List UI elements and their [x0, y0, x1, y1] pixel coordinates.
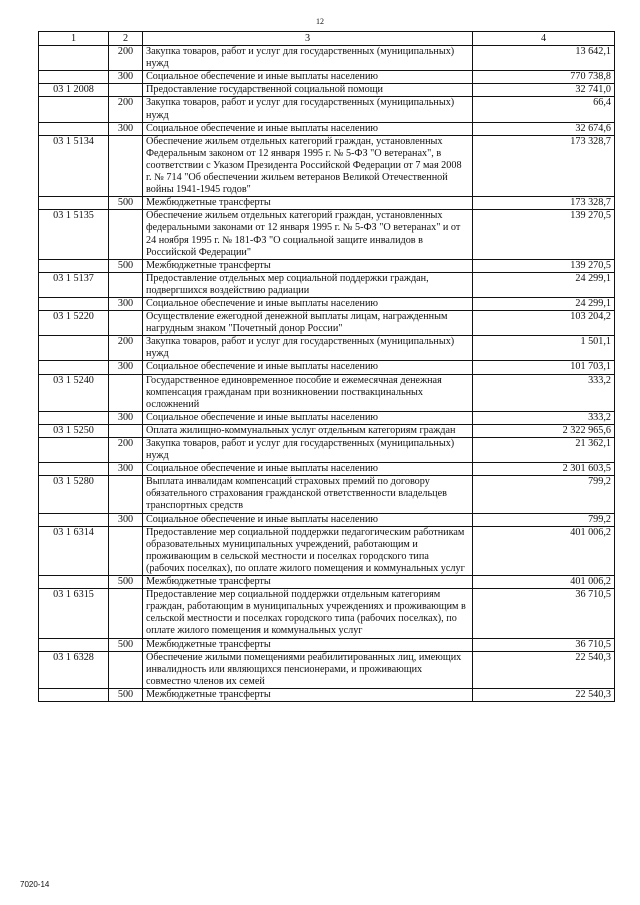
item-name-cell: Межбюджетные трансферты	[143, 197, 473, 210]
amount-cell: 173 328,7	[473, 135, 615, 196]
item-name-cell: Обеспечение жилыми помещениями реабилитированных лиц, имеющих инвалидность или являющихся пенсионерами, и проживающих совместно членов их семей	[143, 651, 473, 688]
item-name-cell: Оплата жилищно-коммунальных услуг отдельным категориям граждан	[143, 424, 473, 437]
expense-type-cell	[109, 210, 143, 259]
item-name-cell: Выплата инвалидам компенсаций страховых премий по договору обязательного страхования гражданской ответственности владельцев транспортных средств	[143, 476, 473, 513]
footer-code: 7020-14	[20, 880, 50, 889]
code-cell	[39, 463, 109, 476]
item-name-cell: Межбюджетные трансферты	[143, 638, 473, 651]
item-name-cell: Обеспечение жильем отдельных категорий граждан, установленных Федеральным законом от 12 января 1995 г. № 5-ФЗ "О ветеранах", в соответствии с Указом Президента Российской Федерации от 7 мая 2008 г. № 714 "Об обеспечении жильем ветеранов Великой Отечественной войны 1941-1945 годов"	[143, 135, 473, 196]
code-cell	[39, 438, 109, 463]
amount-cell: 13 642,1	[473, 46, 615, 71]
expense-type-cell: 300	[109, 463, 143, 476]
table-row	[39, 46, 615, 71]
expense-type-cell: 500	[109, 259, 143, 272]
code-cell: 03 1 5280	[39, 476, 109, 513]
item-name-cell: Межбюджетные трансферты	[143, 688, 473, 701]
table-row	[39, 336, 615, 361]
expense-type-cell: 200	[109, 97, 143, 122]
amount-cell: 103 204,2	[473, 311, 615, 336]
amount-cell: 770 738,8	[473, 71, 615, 84]
code-cell: 03 1 6328	[39, 651, 109, 688]
table-row	[39, 526, 615, 575]
amount-cell: 333,2	[473, 411, 615, 424]
code-cell	[39, 411, 109, 424]
expense-type-cell: 200	[109, 46, 143, 71]
table-row	[39, 513, 615, 526]
item-name-cell: Предоставление мер социальной поддержки педагогическим работникам образовательных муниципальных учреждений, работающим и проживающим в сельской местности и поселках городского типа (рабочих поселках), по оплате жилого помещения и коммунальных услуг	[143, 526, 473, 575]
table-row	[39, 259, 615, 272]
table-row	[39, 651, 615, 688]
item-name-cell: Межбюджетные трансферты	[143, 259, 473, 272]
header-row	[39, 32, 615, 46]
expense-type-cell: 300	[109, 297, 143, 310]
code-cell	[39, 71, 109, 84]
amount-cell: 799,2	[473, 513, 615, 526]
code-cell: 03 1 6314	[39, 526, 109, 575]
amount-cell: 66,4	[473, 97, 615, 122]
amount-cell: 401 006,2	[473, 576, 615, 589]
item-name-cell: Социальное обеспечение и иные выплаты населению	[143, 122, 473, 135]
expense-type-cell	[109, 476, 143, 513]
code-cell: 03 1 5250	[39, 424, 109, 437]
amount-cell: 333,2	[473, 374, 615, 411]
expense-type-cell: 300	[109, 361, 143, 374]
table-row	[39, 374, 615, 411]
amount-cell: 2 301 603,5	[473, 463, 615, 476]
code-cell	[39, 297, 109, 310]
item-name-cell: Осуществление ежегодной денежной выплаты лицам, награжденным нагрудным знаком "Почетный донор России"	[143, 311, 473, 336]
code-cell: 03 1 5134	[39, 135, 109, 196]
table-row	[39, 97, 615, 122]
table-row	[39, 361, 615, 374]
expense-type-cell: 500	[109, 638, 143, 651]
table-row	[39, 576, 615, 589]
expense-type-cell: 300	[109, 513, 143, 526]
expense-type-cell	[109, 589, 143, 638]
amount-cell: 799,2	[473, 476, 615, 513]
table-row	[39, 272, 615, 297]
table-row	[39, 297, 615, 310]
code-cell: 03 1 5137	[39, 272, 109, 297]
expense-type-cell: 300	[109, 411, 143, 424]
code-cell	[39, 122, 109, 135]
expense-type-cell: 500	[109, 197, 143, 210]
page-number: 12	[316, 17, 324, 26]
code-cell	[39, 361, 109, 374]
column-header: 2	[109, 32, 143, 46]
code-cell	[39, 259, 109, 272]
expense-type-cell	[109, 311, 143, 336]
item-name-cell: Социальное обеспечение и иные выплаты населению	[143, 71, 473, 84]
item-name-cell: Государственное единовременное пособие и ежемесячная денежная компенсация гражданам при возникновении поствакцинальных осложнений	[143, 374, 473, 411]
amount-cell: 139 270,5	[473, 210, 615, 259]
expense-type-cell	[109, 374, 143, 411]
column-header: 4	[473, 32, 615, 46]
table-row	[39, 638, 615, 651]
item-name-cell: Межбюджетные трансферты	[143, 576, 473, 589]
table-row	[39, 122, 615, 135]
table-row	[39, 476, 615, 513]
table-row	[39, 688, 615, 701]
budget-table	[38, 31, 615, 702]
item-name-cell: Предоставление мер социальной поддержки отдельным категориям граждан, работающим в муниципальных учреждениях и проживающим в сельской местности и поселках городского типа (рабочих поселках), по оплате жилого помещения и коммунальных услуг	[143, 589, 473, 638]
table-row	[39, 84, 615, 97]
amount-cell: 24 299,1	[473, 272, 615, 297]
expense-type-cell: 300	[109, 122, 143, 135]
code-cell: 03 1 6315	[39, 589, 109, 638]
item-name-cell: Закупка товаров, работ и услуг для государственных (муниципальных) нужд	[143, 336, 473, 361]
table-row	[39, 411, 615, 424]
expense-type-cell: 500	[109, 576, 143, 589]
expense-type-cell: 500	[109, 688, 143, 701]
amount-cell: 22 540,3	[473, 651, 615, 688]
item-name-cell: Обеспечение жильем отдельных категорий граждан, установленных федеральными законами от 12 января 1995 г. № 5-ФЗ "О ветеранах" и от 24 ноября 1995 г. № 181-ФЗ "О социальной защите инвалидов в Российской Федерации"	[143, 210, 473, 259]
item-name-cell: Закупка товаров, работ и услуг для государственных (муниципальных) нужд	[143, 97, 473, 122]
code-cell	[39, 197, 109, 210]
table-row	[39, 463, 615, 476]
expense-type-cell: 300	[109, 71, 143, 84]
amount-cell: 32 741,0	[473, 84, 615, 97]
item-name-cell: Социальное обеспечение и иные выплаты населению	[143, 513, 473, 526]
code-cell: 03 1 5240	[39, 374, 109, 411]
amount-cell: 173 328,7	[473, 197, 615, 210]
code-cell	[39, 513, 109, 526]
amount-cell: 21 362,1	[473, 438, 615, 463]
code-cell	[39, 46, 109, 71]
expense-type-cell	[109, 651, 143, 688]
item-name-cell: Закупка товаров, работ и услуг для государственных (муниципальных) нужд	[143, 438, 473, 463]
code-cell: 03 1 5135	[39, 210, 109, 259]
table-row	[39, 210, 615, 259]
amount-cell: 36 710,5	[473, 589, 615, 638]
amount-cell: 139 270,5	[473, 259, 615, 272]
expense-type-cell	[109, 272, 143, 297]
amount-cell: 2 322 965,6	[473, 424, 615, 437]
item-name-cell: Социальное обеспечение и иные выплаты населению	[143, 411, 473, 424]
code-cell	[39, 97, 109, 122]
code-cell	[39, 576, 109, 589]
table-row	[39, 311, 615, 336]
item-name-cell: Социальное обеспечение и иные выплаты населению	[143, 463, 473, 476]
expense-type-cell	[109, 526, 143, 575]
amount-cell: 22 540,3	[473, 688, 615, 701]
amount-cell: 101 703,1	[473, 361, 615, 374]
table-row	[39, 197, 615, 210]
column-header: 1	[39, 32, 109, 46]
amount-cell: 401 006,2	[473, 526, 615, 575]
item-name-cell: Закупка товаров, работ и услуг для государственных (муниципальных) нужд	[143, 46, 473, 71]
code-cell: 03 1 2008	[39, 84, 109, 97]
code-cell	[39, 688, 109, 701]
code-cell	[39, 336, 109, 361]
table-row	[39, 424, 615, 437]
item-name-cell: Предоставление государственной социальной помощи	[143, 84, 473, 97]
expense-type-cell	[109, 84, 143, 97]
item-name-cell: Предоставление отдельных мер социальной поддержки граждан, подвергшихся воздействию радиации	[143, 272, 473, 297]
item-name-cell: Социальное обеспечение и иные выплаты населению	[143, 361, 473, 374]
expense-type-cell	[109, 135, 143, 196]
amount-cell: 32 674,6	[473, 122, 615, 135]
table-row	[39, 135, 615, 196]
expense-type-cell	[109, 424, 143, 437]
code-cell	[39, 638, 109, 651]
amount-cell: 36 710,5	[473, 638, 615, 651]
expense-type-cell: 200	[109, 438, 143, 463]
table-row	[39, 438, 615, 463]
amount-cell: 24 299,1	[473, 297, 615, 310]
code-cell: 03 1 5220	[39, 311, 109, 336]
amount-cell: 1 501,1	[473, 336, 615, 361]
table-row	[39, 589, 615, 638]
column-header: 3	[143, 32, 473, 46]
item-name-cell: Социальное обеспечение и иные выплаты населению	[143, 297, 473, 310]
expense-type-cell: 200	[109, 336, 143, 361]
table-row	[39, 71, 615, 84]
